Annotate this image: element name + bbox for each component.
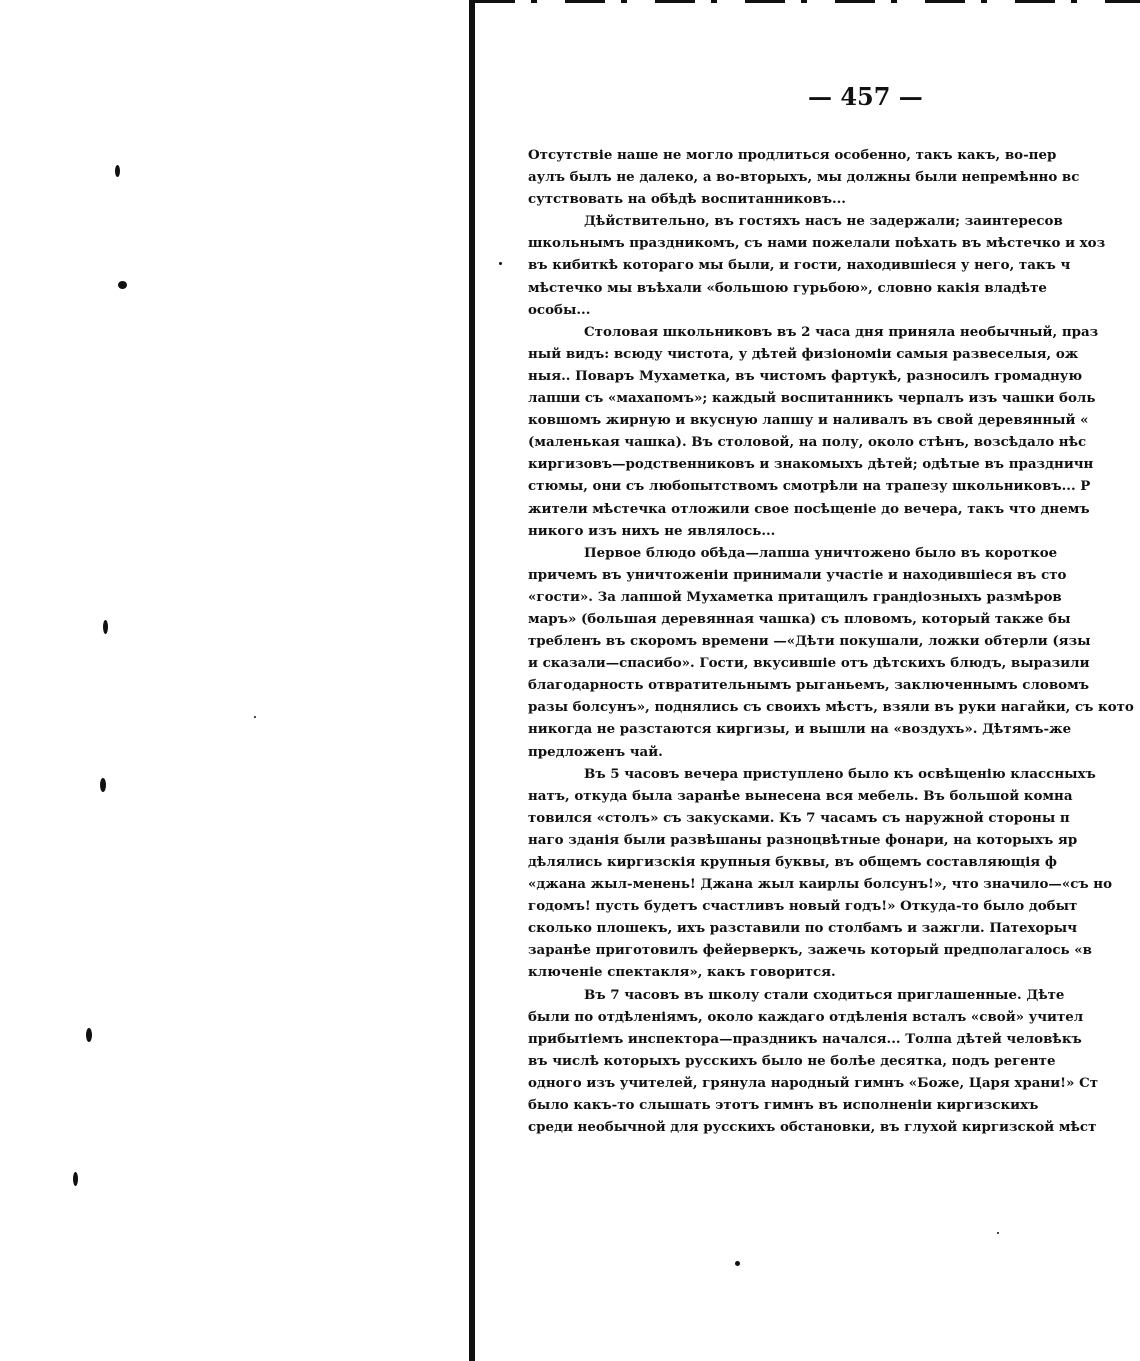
book-gutter (469, 0, 475, 1361)
text-line: «гости». За лапшой Мухаметка притащилъ грандіозныхъ размѣров (528, 588, 1062, 605)
scan-speck (254, 716, 256, 718)
text-line: въ кибиткѣ котораго мы были, и гости, находившіеся у него, такъ ч (528, 257, 1071, 274)
text-line: Въ 5 часовъ вечера приступлено было къ освѣщенію классныхъ (584, 765, 1096, 782)
scan-speck (73, 1172, 78, 1186)
text-line: стюмы, они съ любопытствомъ смотрѣли на трапезу школьниковъ... Р (528, 478, 1091, 495)
text-line: наго зданія были развѣшаны разноцвѣтные фонари, на которыхъ яр (528, 831, 1078, 848)
text-line: въ числѣ которыхъ русскихъ было не болѣе десятка, подъ регенте (528, 1052, 1056, 1069)
text-line: натъ, откуда была заранѣе вынесена вся мебель. Въ большой комна (528, 787, 1073, 804)
text-line: Столовая школьниковъ въ 2 часа дня приняла необычный, праз (584, 323, 1099, 340)
text-line: разы болсунъ», поднялись съ своихъ мѣстъ, взяли въ руки нагайки, съ кото (528, 699, 1134, 716)
text-line: никого изъ нихъ не являлось... (528, 522, 776, 539)
text-line: годомъ! пусть будетъ счастливъ новый годъ!» Откуда-то было добыт (528, 898, 1078, 915)
scan-speck (499, 262, 502, 265)
text-line: одного изъ учителей, грянула народный гимнъ «Боже, Царя храни!» Ст (528, 1074, 1099, 1091)
text-line: сколько плошекъ, ихъ разставили по столбамъ и зажгли. Патехорыч (528, 920, 1078, 937)
scan-speck (997, 1232, 999, 1234)
text-line: никогда не разстаются киргизы, и вышли на «воздухъ». Дѣтямъ-же (528, 721, 1072, 738)
text-line: прибытіемъ инспектора—праздникъ начался... Толпа дѣтей человѣкъ (528, 1030, 1082, 1047)
text-line: было какъ-то слышать этотъ гимнъ въ исполненіи киргизскихъ (528, 1097, 1039, 1114)
text-line: жители мѣстечка отложили свое посѣщеніе до вечера, такъ что днемъ (528, 500, 1090, 517)
scan-speck (115, 165, 120, 177)
text-line: лапши съ «махапомъ»; каждый воспитанникъ черпалъ изъ чашки боль (528, 390, 1096, 407)
text-line: «джана жыл-менень! Джана жыл каирлы болсунъ!», что значило—«съ но (528, 876, 1113, 893)
text-line: сутствовать на обѣдѣ воспитанниковъ... (528, 191, 846, 208)
text-line: (маленькая чашка). Въ столовой, на полу, около стѣнъ, возсѣдало нѣс (528, 434, 1087, 451)
scan-speck (100, 778, 106, 792)
scan-speck (103, 620, 108, 634)
text-line: Первое блюдо обѣда—лапша уничтожено было въ короткое (584, 544, 1058, 561)
text-line: аулъ былъ не далеко, а во-вторыхъ, мы должны были непремѣнно вс (528, 169, 1080, 186)
text-line: заранѣе приготовилъ фейерверкъ, зажечь который предполагалось «в (528, 942, 1092, 959)
text-line: благодарность отвратительнымъ рыганьемъ, заключеннымъ словомъ (528, 677, 1089, 694)
text-line: киргизовъ—родственниковъ и знакомыхъ дѣтей; одѣтые въ праздничн (528, 456, 1094, 473)
text-line: ный видъ: всюду чистота, у дѣтей физіономіи самыя развеселыя, ож (528, 345, 1079, 362)
text-line: мѣстечко мы въѣхали «большою гурьбою», словно какія владѣте (528, 279, 1047, 296)
scan-speck (118, 281, 127, 289)
text-line: были по отдѣленіямъ, около каждаго отдѣленія всталъ «свой» учител (528, 1008, 1084, 1025)
text-line: Въ 7 часовъ въ школу стали сходиться приглашенные. Дѣте (584, 986, 1065, 1003)
scan-top-edge (475, 0, 1140, 3)
text-line: ковшомъ жирную и вкусную лапшу и наливалъ въ свой деревянный « (528, 412, 1089, 429)
body-text (528, 144, 1140, 1138)
left-blank-page (0, 0, 470, 1361)
text-line: и сказали—спасибо». Гости, вкусившіе отъ дѣтскихъ блюдъ, выразили (528, 655, 1090, 672)
text-line: ключеніе спектакля», какъ говорится. (528, 964, 836, 981)
page-number: — 457 — (808, 82, 923, 111)
text-line: дѣлялись киргизскія крупныя буквы, въ общемъ составляющія ф (528, 854, 1057, 870)
text-line: ныя.. Поваръ Мухаметка, въ чистомъ фартукѣ, разносилъ громадную (528, 367, 1083, 384)
text-line: Дѣйствительно, въ гостяхъ насъ не задержали; заинтересов (584, 213, 1063, 230)
scan-speck (86, 1028, 92, 1042)
text-line: среди необычной для русскихъ обстановки, въ глухой киргизской мѣст (528, 1119, 1097, 1136)
text-line: особы... (528, 301, 591, 318)
text-line: школьнымъ праздникомъ, съ нами пожелали поѣхать въ мѣстечко и хоз (528, 235, 1106, 252)
text-line: товился «столъ» съ закусками. Къ 7 часамъ съ наружной стороны п (528, 809, 1070, 826)
text-line: причемъ въ уничтоженіи принимали участіе и находившіеся въ сто (528, 566, 1067, 583)
text-line: маръ» (большая деревянная чашка) съ пловомъ, который также бы (528, 610, 1071, 627)
text-line: Отсутствіе наше не могло продлиться особенно, такъ какъ, во-пер (528, 147, 1057, 163)
text-line: предложенъ чай. (528, 743, 663, 760)
scan-speck (735, 1261, 740, 1266)
text-line: требленъ въ скоромъ времени —«Дѣти покушали, ложки обтерли (язы (528, 633, 1091, 650)
